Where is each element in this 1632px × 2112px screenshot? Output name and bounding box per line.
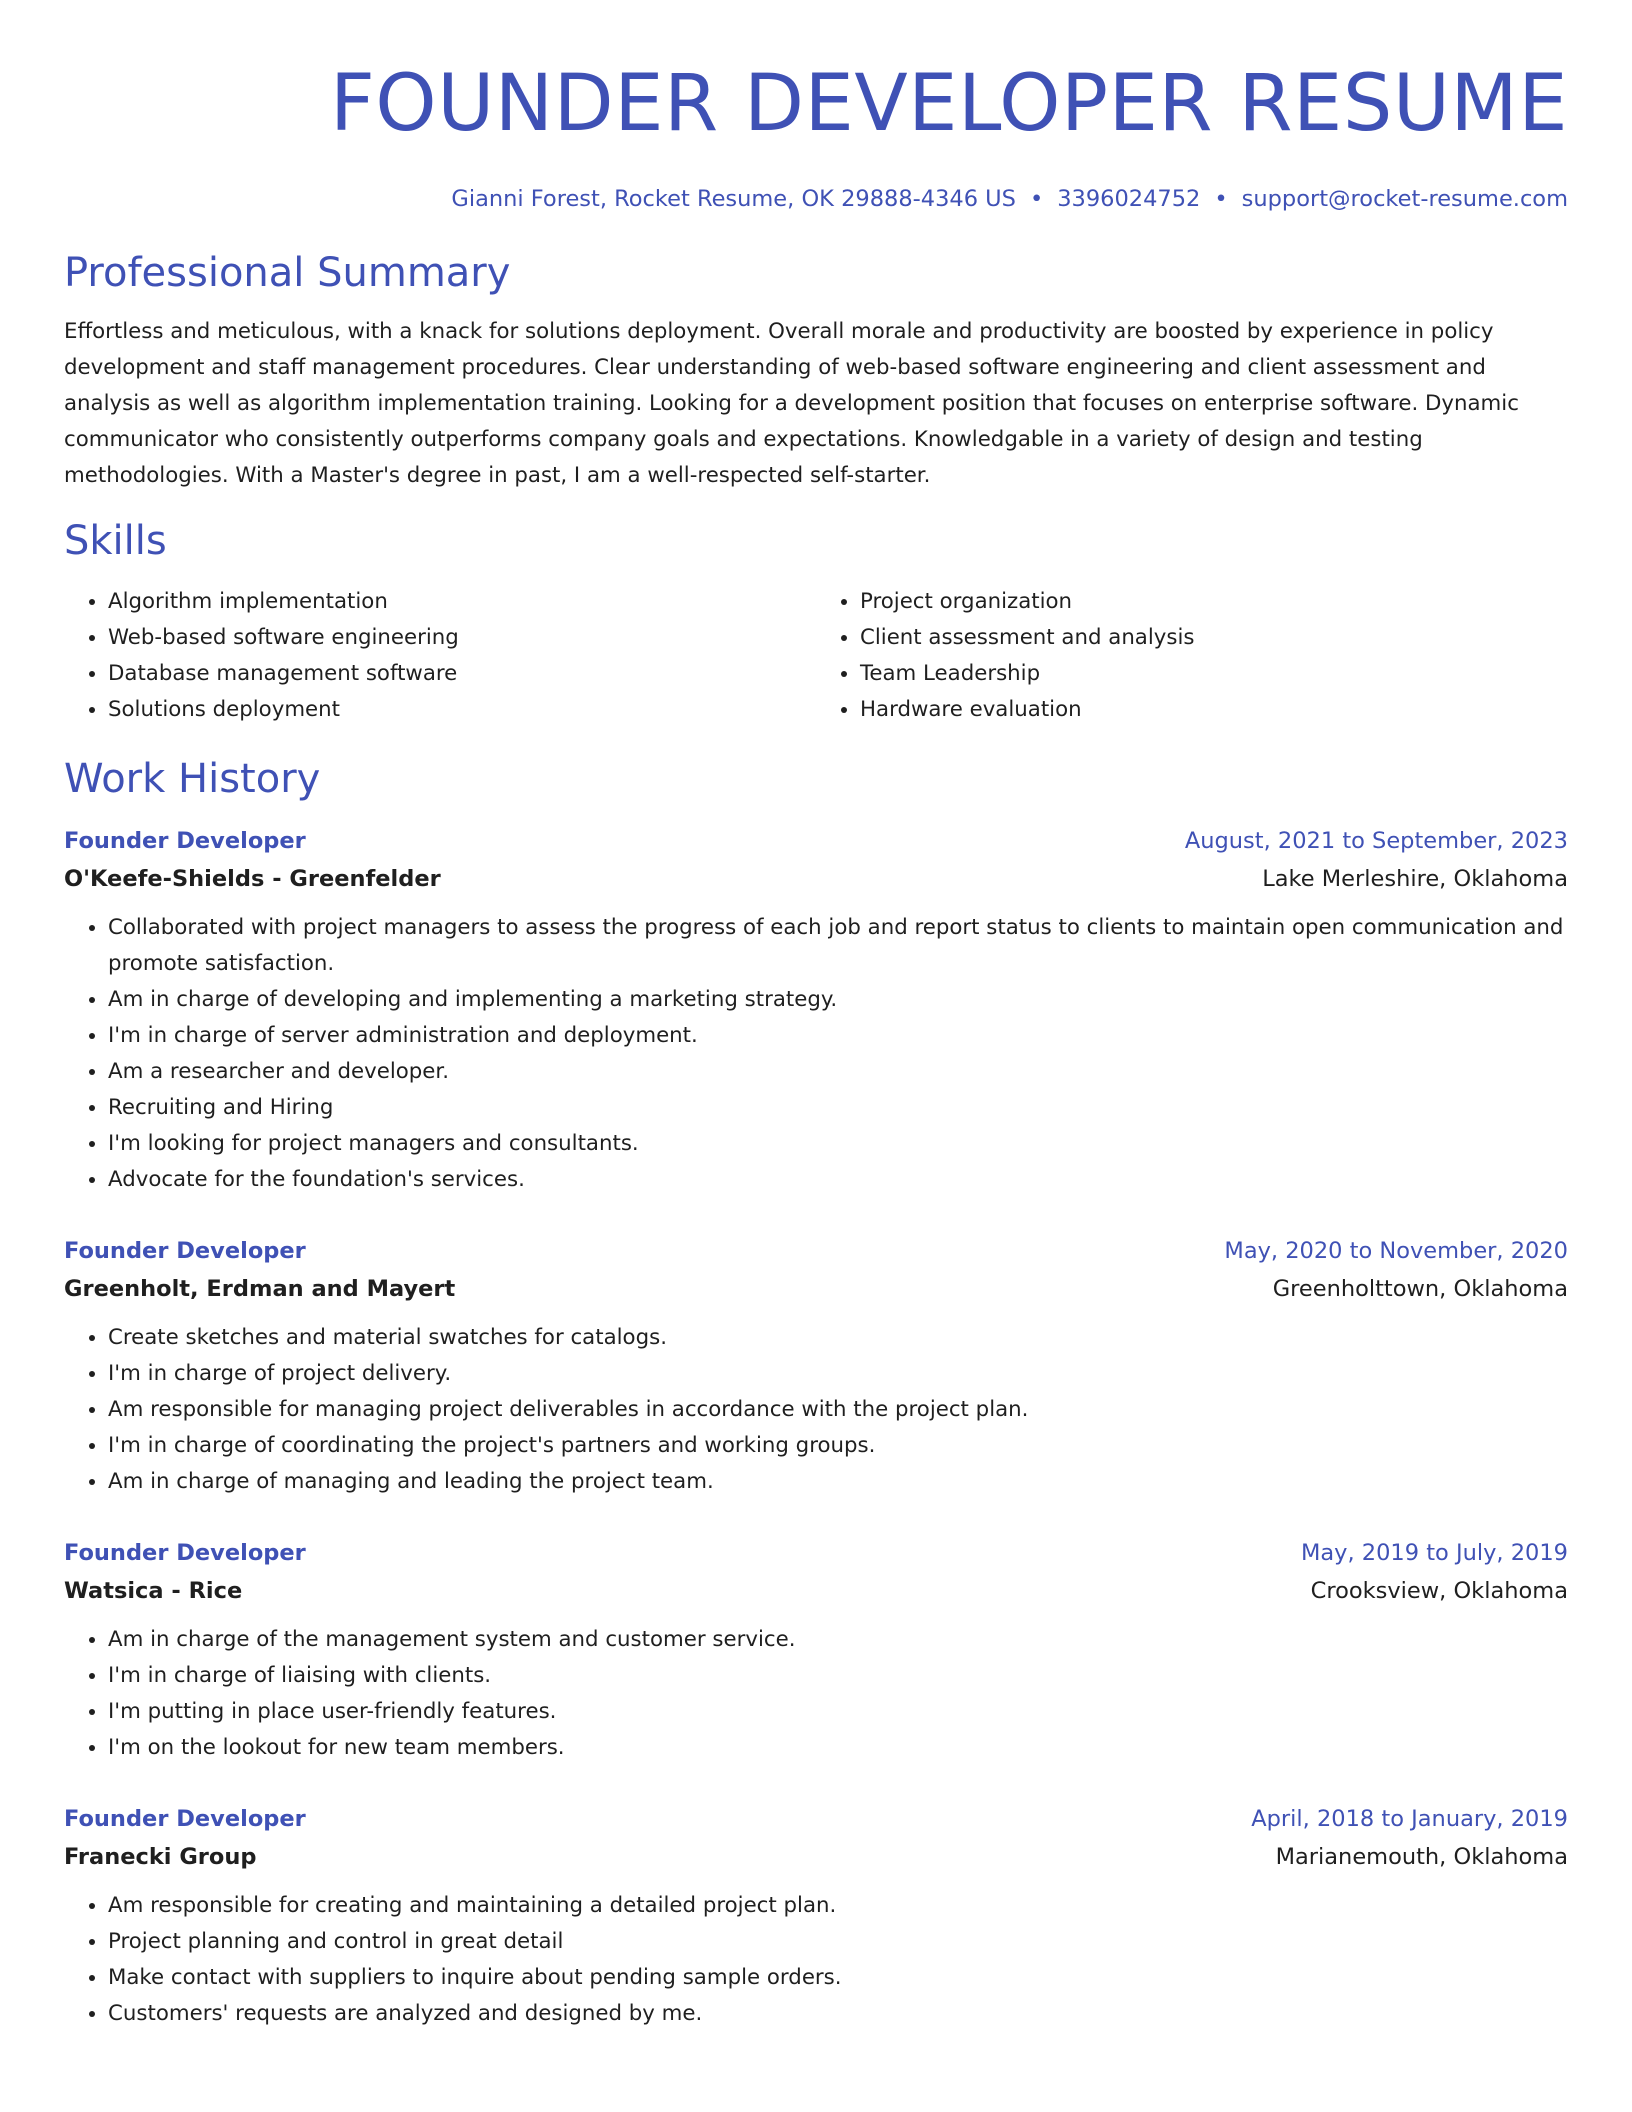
job-bullet: • Am responsible for creating and maintaining a detailed project plan.	[108, 1888, 1568, 1924]
job-bullets	[64, 1888, 1568, 2032]
job-bullet: • Am a researcher and developer.	[108, 1054, 1568, 1090]
skill-item: • Team Leadership	[860, 656, 1568, 692]
skill-item: • Web-based software engineering	[108, 620, 816, 656]
contact-separator: •	[1029, 186, 1044, 212]
resume-title: FOUNDER DEVELOPER RESUME	[329, 59, 1568, 149]
job-dates: August, 2021 to September, 2023	[1184, 828, 1568, 854]
skill-item: • Database management software	[108, 656, 816, 692]
skill-item: • Hardware evaluation	[860, 692, 1568, 728]
contact-email: support@rocket-resume.com	[1241, 186, 1568, 212]
job-bullet: • Project planning and control in great detail	[108, 1924, 1568, 1960]
job-company: Watsica - Rice	[64, 1578, 243, 1604]
job-bullet: • Am responsible for managing project deliverables in accordance with the project plan.	[108, 1392, 1568, 1428]
job-entry	[64, 1534, 1568, 1766]
job-entry	[64, 1800, 1568, 2032]
skills-columns	[64, 584, 1568, 728]
job-entry	[64, 822, 1568, 1198]
job-location: Lake Merleshire, Oklahoma	[1262, 866, 1568, 892]
skill-item: • Client assessment and analysis	[860, 620, 1568, 656]
job-bullet: • I'm in charge of server administration and deployment.	[108, 1018, 1568, 1054]
contact-address: Gianni Forest, Rocket Resume, OK 29888-4346 US	[451, 186, 1016, 212]
job-title: Founder Developer	[64, 1806, 306, 1832]
skill-item: • Solutions deployment	[108, 692, 816, 728]
job-bullet: • Am in charge of developing and implementing a marketing strategy.	[108, 982, 1568, 1018]
skill-item: • Project organization	[860, 584, 1568, 620]
work-history-heading: Work History	[64, 756, 321, 802]
resume-header	[64, 0, 1568, 216]
skill-item: • Algorithm implementation	[108, 584, 816, 620]
job-bullet: • I'm in charge of project delivery.	[108, 1356, 1568, 1392]
job-bullet: • I'm putting in place user-friendly features.	[108, 1694, 1568, 1730]
job-entry	[64, 1232, 1568, 1500]
job-bullets	[64, 1320, 1568, 1500]
job-bullet: • I'm in charge of coordinating the project's partners and working groups.	[108, 1428, 1568, 1464]
contact-separator: •	[1214, 186, 1228, 212]
job-bullet: • Create sketches and material swatches for catalogs.	[108, 1320, 1568, 1356]
job-bullet: • Am in charge of managing and leading the project team.	[108, 1464, 1568, 1500]
job-bullet: • I'm in charge of liaising with clients.	[108, 1658, 1568, 1694]
job-bullets	[64, 1622, 1568, 1766]
skills-section	[64, 514, 1568, 728]
job-bullets	[64, 910, 1568, 1198]
job-bullet: • Make contact with suppliers to inquire about pending sample orders.	[108, 1960, 1568, 1996]
job-bullet: • Customers' requests are analyzed and designed by me.	[108, 1996, 1568, 2032]
job-dates: April, 2018 to January, 2019	[1251, 1806, 1568, 1832]
job-bullet: • I'm looking for project managers and consultants.	[108, 1126, 1568, 1162]
summary-section	[64, 246, 1568, 494]
job-title: Founder Developer	[64, 828, 306, 854]
work-history-section	[64, 752, 1568, 2032]
job-title: Founder Developer	[64, 1540, 306, 1566]
job-dates: May, 2019 to July, 2019	[1300, 1540, 1568, 1566]
contact-line	[64, 182, 1568, 216]
job-title: Founder Developer	[64, 1238, 306, 1264]
job-company: O'Keefe-Shields - Greenfelder	[64, 866, 441, 892]
skills-list-right	[816, 584, 1568, 728]
summary-heading: Professional Summary	[64, 250, 511, 296]
job-bullet: • Advocate for the foundation's services.	[108, 1162, 1568, 1198]
job-dates: May, 2020 to November, 2020	[1224, 1238, 1568, 1264]
skills-list-left	[64, 584, 816, 728]
job-location: Greenholttown, Oklahoma	[1272, 1276, 1568, 1302]
job-bullet: • Recruiting and Hiring	[108, 1090, 1568, 1126]
job-bullet: • Am in charge of the management system and customer service.	[108, 1622, 1568, 1658]
contact-phone: 3396024752	[1057, 186, 1201, 212]
job-location: Crooksview, Oklahoma	[1310, 1578, 1568, 1604]
job-company: Franecki Group	[64, 1844, 257, 1870]
skills-heading: Skills	[64, 518, 167, 564]
job-bullet: • Collaborated with project managers to assess the progress of each job and report status to clients to maintain open communication and promote satisfaction.	[108, 910, 1568, 982]
job-company: Greenholt, Erdman and Mayert	[64, 1276, 456, 1302]
summary-text: Effortless and meticulous, with a knack for solutions deployment. Overall morale and productivity are boosted by experience in policy development and staff management procedures. Clear understanding of web-based software engineering and client assessment and analysis as well as algorithm implementation training. Looking for a development position that focuses on enterprise software. Dynamic communicator who consistently outperforms company goals and expectations. Knowledgable in a variety of design and testing methodologies. With a Master's degree in past, I am a well-respected self-starter.	[64, 319, 1519, 488]
job-location: Marianemouth, Oklahoma	[1275, 1844, 1568, 1870]
job-bullet: • I'm on the lookout for new team members.	[108, 1730, 1568, 1766]
